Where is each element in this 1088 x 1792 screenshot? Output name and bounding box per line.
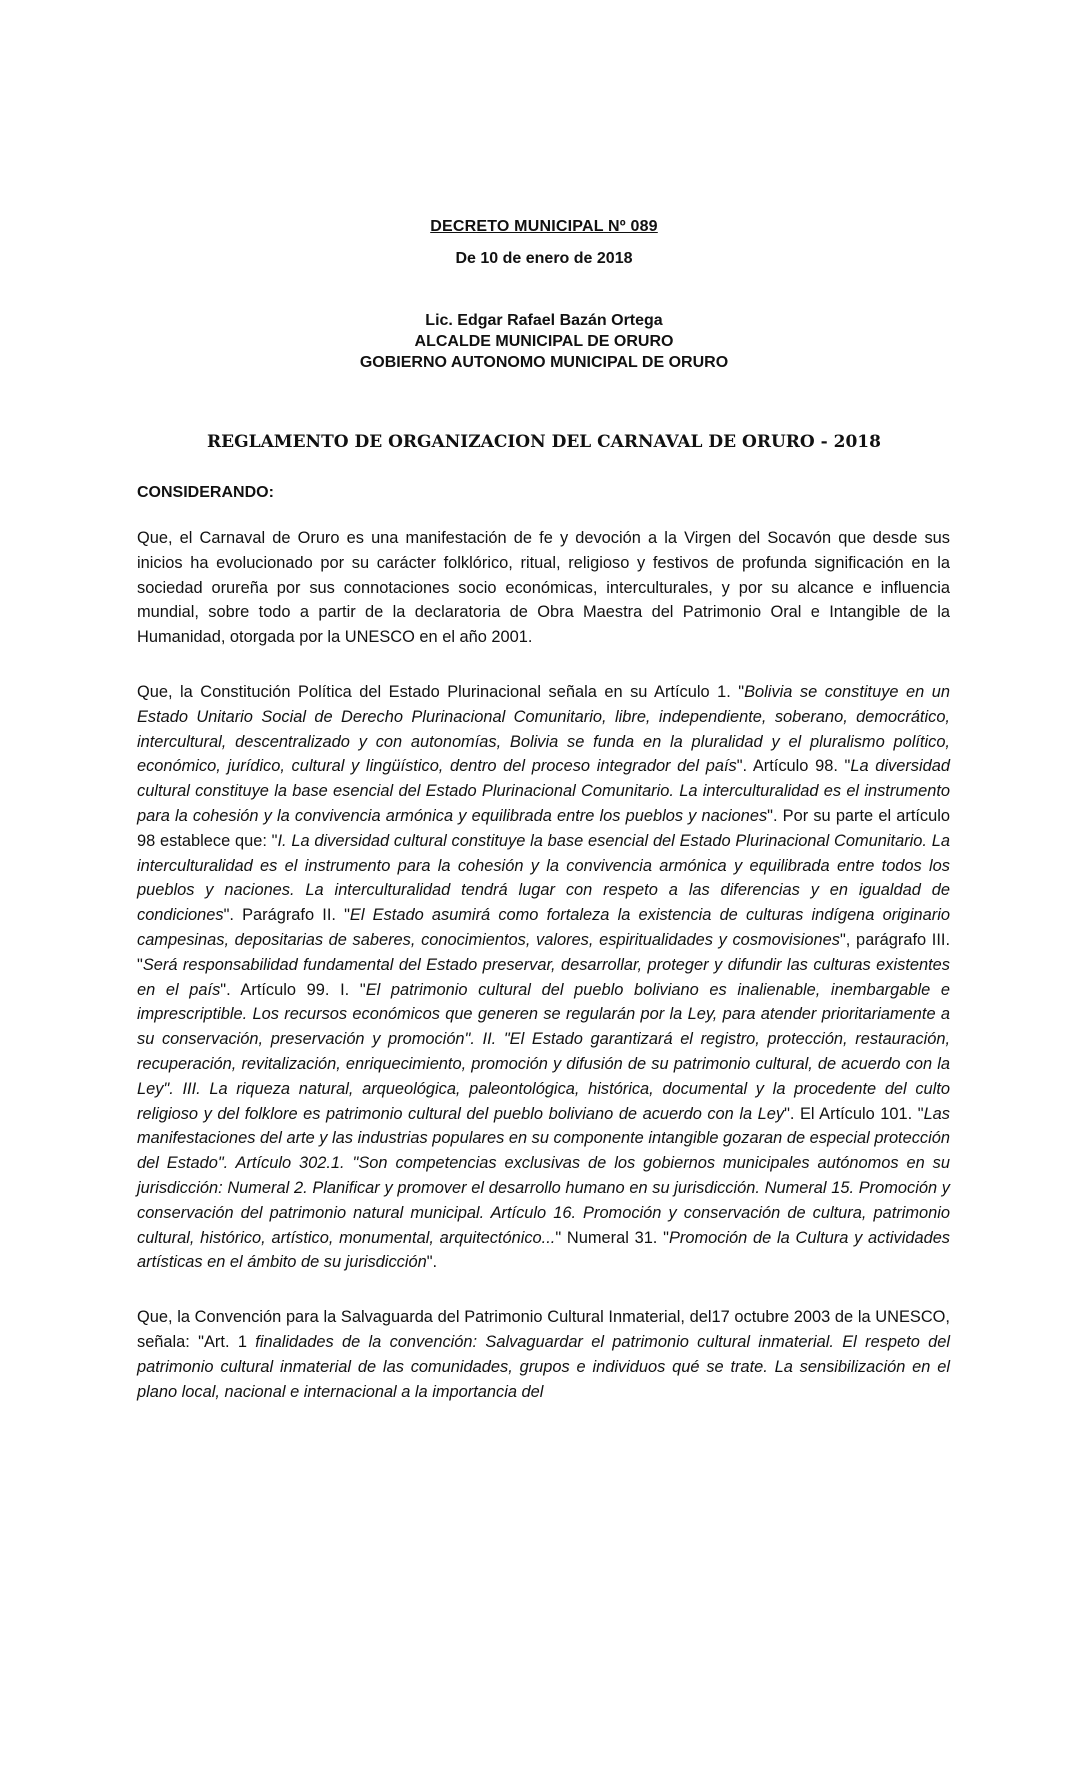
signer-role: ALCALDE MUNICIPAL DE ORURO: [414, 333, 674, 350]
considerando-heading: CONSIDERANDO:: [137, 484, 274, 501]
quote-run: La diversidad cultural constituye la base esencial del Estado Plurinacional Comunitario. La interculturalidad es el instrumento para la cohesión y la convivencia armónica y equilibrada entre los pueblos y naciones: [137, 757, 950, 825]
text-run: ". Por su parte el artículo 98 establece que: ": [137, 806, 950, 850]
quote-run: El patrimonio cultural del pueblo boliviano es inalienable, inembargable e imprescriptible. Los recursos económicos que generen se regularán por la Ley, para atender prioritariamente a su conservación, preservación y promoción". II. "El Estado garantizará el registro, protección, restauración, recuperación, revitalización, enriquecimiento, promoción y difusión de su patrimonio cultural, de acuerdo con la Ley". III. La riqueza natural, arqueológica, paleontológica, histórica, documental y la procedente del culto religioso y del folklore es patrimonio cultural del pueblo boliviano de acuerdo con la Ley: [137, 980, 951, 1123]
text-run: ".: [426, 1253, 438, 1272]
text-run: " Numeral 31. ": [555, 1228, 669, 1247]
quote-run: finalidades de la convención: Salvaguardar el patrimonio cultural inmaterial. El respeto del patrimonio cultural inmaterial de las comunidades, grupos e individuos qué se trate. La sensibilización en el plano local, nacional e internacional a la importancia del: [137, 1332, 951, 1401]
quote-run: Promoción de la Cultura y actividades artísticas en el ámbito de su jurisdicción: [137, 1228, 951, 1272]
paragraph-unesco: [137, 1305, 950, 1404]
text-run: Que, la Constitución Política del Estado Plurinacional señala en su Artículo 1. ": [137, 682, 745, 701]
text-run: Que, la Convención para la Salvaguarda del Patrimonio Cultural Inmaterial, del17 octubre 2003 de la UNESCO, señala: "Art. 1: [137, 1308, 950, 1351]
decree-title: DECRETO MUNICIPAL Nº 089: [430, 218, 658, 235]
quote-run: I. La diversidad cultural constituye la base esencial del Estado Plurinacional Comunitario. La interculturalidad es el instrumento para la cohesión y la convivencia armónica y equilibrada entre todos los pueblos y naciones. La interculturalidad tendrá lugar con respeto a las diferencias y en igualdad de condiciones: [137, 831, 951, 925]
text-run: ", parágrafo III. ": [137, 930, 950, 974]
text-run: ". Artículo 99. I. ": [220, 980, 366, 999]
text-run: ". El Artículo 101. ": [784, 1104, 924, 1123]
regulation-title: REGLAMENTO DE ORGANIZACION DEL CARNAVAL DE ORURO - 2018: [207, 432, 881, 452]
quote-run: Bolivia se constituye en un Estado Unitario Social de Derecho Plurinacional Comunitario, libre, independiente, soberano, democrático, intercultural, descentralizado y con autonomías, Bolivia se funda en la pluralidad y el pluralismo político, económico, jurídico, cultural y lingüístico, dentro del proceso integrador del país: [137, 682, 951, 776]
decree-date: De 10 de enero de 2018: [455, 250, 633, 267]
signer-name: Lic. Edgar Rafael Bazán Ortega: [425, 312, 663, 329]
text-run: ". Parágrafo II. ": [223, 906, 350, 925]
paragraph-carnaval: Que, el Carnaval de Oruro es una manifestación de fe y devoción a la Virgen del Socavón que desde sus inicios ha evolucionado por su carácter folklórico, ritual, religioso y festivos de profunda significación en la sociedad orureña por sus connotaciones socio económicas, interculturales, y por su alcance e influencia mundial, sobre todo a partir de la declaratoria de Obra Maestra del Patrimonio Oral e Intangible de la Humanidad, otorgada por la UNESCO en el año 2001.: [137, 529, 950, 647]
quote-run: Será responsabilidad fundamental del Estado preservar, desarrollar, proteger y difundir las culturas existentes en el país: [137, 955, 950, 999]
text-run: ". Artículo 98. ": [736, 757, 851, 776]
government-name: GOBIERNO AUTONOMO MUNICIPAL DE ORURO: [359, 354, 729, 371]
quote-run: Las manifestaciones del arte y las industrias populares en su componente intangible gozaran de especial protección del Estado". Artículo 302.1. "Son competencias exclusivas de los gobiernos municipales autónomos en su jurisdicción: Numeral 2. Planificar y promover el desarrollo humano en su jurisdicción. Numeral 15. Promoción y conservación del patrimonio natural municipal. Artículo 16. Promoción y conservación de cultura, patrimonio cultural, histórico, artístico, monumental, arquitectónico...: [137, 1104, 950, 1247]
quote-run: El Estado asumirá como fortaleza la existencia de culturas indígena originario campesinas, depositarias de saberes, conocimientos, valores, espiritualidades y cosmovisiones: [137, 906, 950, 949]
paragraph-constitucion: [137, 680, 950, 1275]
decree-header: [0, 218, 1088, 373]
document-body: [137, 526, 950, 1434]
